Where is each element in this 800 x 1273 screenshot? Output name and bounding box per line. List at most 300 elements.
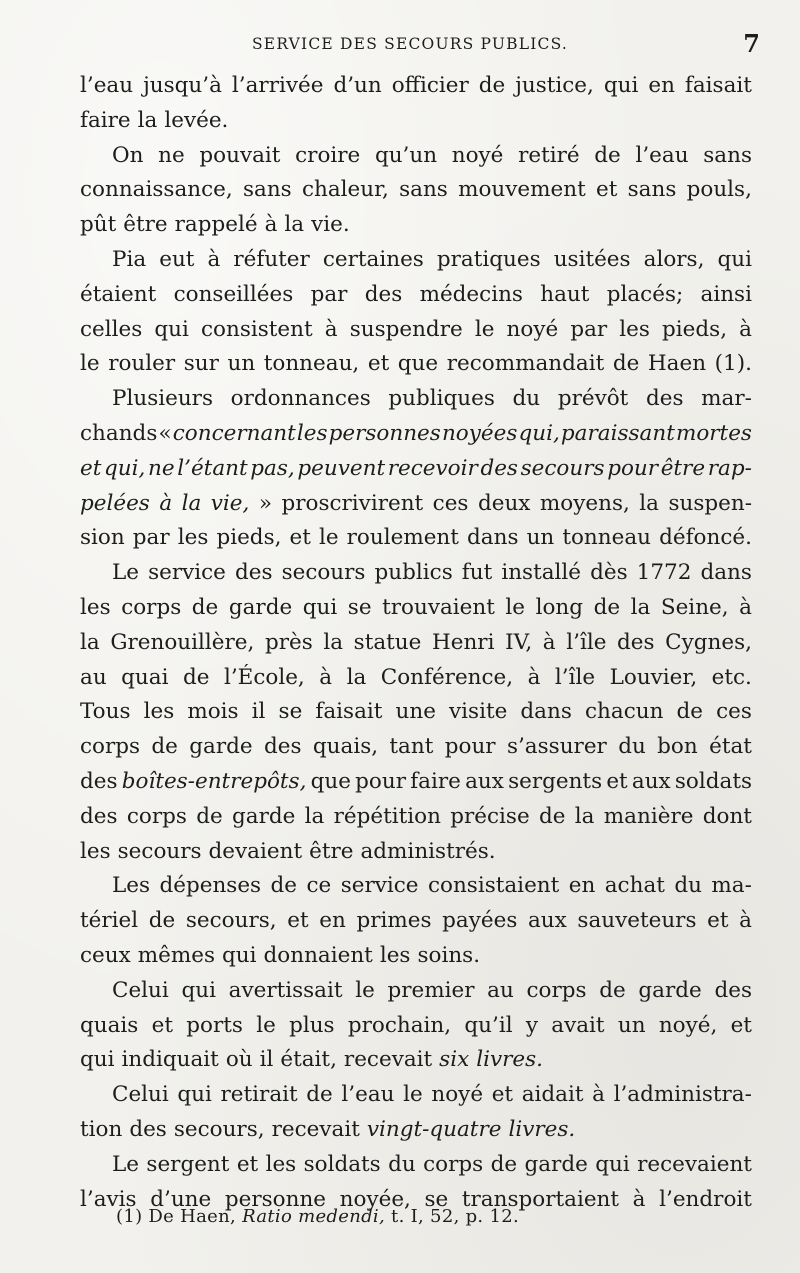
word: tion — [80, 1116, 123, 1142]
word: à — [739, 908, 752, 934]
word: corps — [121, 594, 182, 620]
word: le — [505, 594, 526, 620]
text-line — [80, 730, 752, 765]
word: concernant — [172, 420, 296, 446]
text-line — [80, 695, 752, 730]
word: long — [535, 594, 584, 620]
word: prochain, — [347, 1012, 452, 1038]
text-line — [80, 104, 752, 139]
word: Les — [112, 873, 151, 899]
word: pas, — [250, 455, 295, 481]
word: sergent — [146, 1151, 230, 1177]
footnote-marker: (1) De Haen, — [116, 1206, 237, 1227]
text-line — [80, 1009, 752, 1044]
word: les — [177, 525, 209, 551]
word: être — [123, 212, 168, 238]
word: indiquait — [121, 1047, 219, 1073]
word: un — [227, 351, 256, 377]
word: l’étant — [177, 455, 248, 481]
word: retiré — [518, 142, 580, 168]
word: rap- — [707, 455, 752, 481]
word: publiques — [388, 386, 495, 412]
word: ainsi — [700, 281, 752, 307]
word: la — [304, 803, 325, 829]
word: la — [630, 594, 651, 620]
word: à — [632, 1186, 646, 1212]
word: des — [480, 455, 518, 481]
word: mêmes — [137, 942, 216, 968]
word: consistent — [201, 316, 313, 342]
word: garde — [524, 1151, 588, 1177]
word: noyée, — [339, 1186, 411, 1212]
word: les — [143, 699, 175, 725]
word: Le — [112, 1151, 140, 1177]
word: défoncé. — [659, 525, 752, 551]
word: à — [527, 664, 541, 690]
word: roulement — [346, 525, 459, 551]
word: bon — [657, 734, 698, 760]
word: corps — [423, 1151, 484, 1177]
word: des — [80, 803, 118, 829]
word: faisait — [684, 73, 752, 98]
word: de — [594, 142, 621, 168]
word: mar- — [701, 386, 752, 412]
text-line — [80, 208, 752, 243]
word: garde — [228, 594, 293, 620]
word: conseillées — [173, 281, 294, 307]
word: le — [80, 351, 100, 377]
word: etc. — [711, 664, 752, 690]
word: et — [287, 908, 309, 934]
word: suspendre — [349, 316, 463, 342]
word: livres. — [476, 1047, 543, 1073]
word: pieds, — [216, 525, 282, 551]
word: d’un — [333, 73, 382, 98]
word: noyé — [451, 142, 504, 168]
word: garde — [231, 803, 296, 829]
word: l’île — [566, 629, 607, 655]
word: secours, — [173, 1116, 265, 1142]
word: devaient — [208, 838, 303, 864]
word: secours — [520, 455, 605, 481]
word: Haen — [647, 351, 707, 377]
text-line — [80, 591, 752, 626]
word: placés; — [606, 281, 684, 307]
word: se — [347, 594, 372, 620]
word: à — [319, 664, 333, 690]
text-line — [80, 173, 752, 208]
text-line — [80, 382, 752, 417]
word: par — [310, 281, 348, 307]
word: avertissait — [228, 977, 343, 1003]
word: qui — [177, 1082, 212, 1108]
text-line — [80, 139, 752, 174]
text-line — [80, 939, 752, 974]
word: la — [574, 803, 595, 829]
word: deux — [477, 490, 531, 516]
word: pratiques — [436, 246, 541, 272]
word: IV, — [505, 629, 533, 655]
footnote — [116, 1206, 519, 1227]
text-line — [80, 1043, 752, 1078]
word: du — [674, 873, 702, 899]
word: chacun — [584, 699, 664, 725]
word: les — [619, 316, 650, 342]
footnote-reference: t. I, 52, p. 12. — [391, 1206, 520, 1227]
word: ceux — [80, 942, 131, 968]
word: publics — [374, 560, 453, 586]
text-line — [80, 835, 752, 870]
word: ces — [432, 490, 469, 516]
word: était, — [280, 1047, 337, 1073]
word: dont — [702, 803, 752, 829]
word: près — [264, 629, 313, 655]
word: suspen- — [668, 490, 752, 516]
word: achat — [604, 873, 665, 899]
word: faisait — [315, 699, 383, 725]
text-line — [80, 904, 752, 939]
word: sauveteurs — [577, 908, 697, 934]
word: des — [364, 281, 403, 307]
word: et — [730, 1012, 752, 1038]
word: au — [80, 664, 107, 690]
word: noyées — [441, 420, 518, 446]
word: avait — [551, 1012, 605, 1038]
word: la — [346, 664, 367, 690]
word: à — [592, 1082, 605, 1108]
word: vie. — [311, 212, 350, 238]
word: pour — [607, 455, 659, 481]
text-line — [80, 417, 752, 452]
word: sans — [703, 142, 752, 168]
word: du — [512, 386, 541, 412]
word: de — [191, 594, 219, 620]
word: recevait — [271, 1116, 360, 1142]
word: des — [80, 768, 118, 794]
word: livres. — [508, 1116, 576, 1142]
word: la — [80, 629, 100, 655]
text-line — [80, 869, 752, 904]
word: service — [340, 873, 419, 899]
word: dépenses — [159, 873, 262, 899]
text-line — [80, 521, 752, 556]
word: retirait — [220, 1082, 298, 1108]
word: tonneau — [562, 525, 652, 551]
word: dans — [520, 699, 572, 725]
word: aux — [465, 768, 504, 794]
word: croire — [295, 142, 361, 168]
text-line — [80, 243, 752, 278]
word: qui, — [518, 420, 560, 446]
word: où — [225, 1047, 253, 1073]
text-line — [80, 487, 752, 522]
word: dans — [700, 560, 752, 586]
word: de — [599, 977, 626, 1003]
text-line — [80, 452, 752, 487]
word: dès — [590, 560, 628, 586]
text-line — [80, 661, 752, 696]
word: manière — [603, 803, 694, 829]
word: moyens, — [539, 490, 630, 516]
word: sans — [242, 177, 292, 203]
word: le — [318, 525, 339, 551]
word: personnes — [328, 420, 441, 446]
word: Celui — [112, 1082, 169, 1108]
word: qui, — [104, 455, 146, 481]
word: mortes — [675, 420, 752, 446]
word: que — [397, 351, 439, 377]
word: consistaient — [427, 873, 560, 899]
word: le — [403, 1082, 423, 1108]
word: qu’il — [464, 1012, 513, 1038]
word: connaissance, — [80, 177, 233, 203]
word: haut — [540, 281, 590, 307]
word: ce — [306, 873, 332, 899]
word: l’eau — [635, 142, 689, 168]
word: les — [80, 594, 111, 620]
word: alors, — [643, 246, 705, 272]
text-line — [80, 556, 752, 591]
word: le — [355, 977, 375, 1003]
word: vingt-quatre — [366, 1116, 502, 1142]
word: quais — [80, 1012, 139, 1038]
word: On — [112, 142, 144, 168]
word: administrés. — [360, 838, 496, 864]
word: Plusieurs — [112, 386, 213, 412]
word: les — [265, 1151, 297, 1177]
word: « — [158, 420, 172, 446]
word: la — [137, 107, 158, 133]
word: par — [570, 316, 608, 342]
text-line — [80, 800, 752, 835]
word: l’arrivée — [231, 73, 324, 98]
running-title: SERVICE DES SECOURS PUBLICS. — [251, 35, 568, 53]
word: de — [478, 73, 506, 98]
word: il — [251, 699, 266, 725]
word: rappelé — [174, 212, 258, 238]
word: certaines — [322, 246, 424, 272]
word: aidait — [521, 1082, 584, 1108]
word: en — [568, 873, 596, 899]
word: service — [148, 560, 226, 586]
word: aux — [631, 768, 671, 794]
word: se — [278, 699, 303, 725]
word: étaient — [80, 281, 157, 307]
word: sans — [399, 177, 448, 203]
word: faire — [80, 107, 131, 133]
word: Seine, — [660, 594, 729, 620]
word: statue — [353, 629, 422, 655]
word: des — [234, 560, 273, 586]
word: et — [491, 1082, 514, 1108]
word: de — [270, 873, 298, 899]
word: l’École, — [223, 664, 305, 690]
word: recevait — [343, 1047, 433, 1073]
word: de — [196, 803, 223, 829]
word: en — [319, 908, 346, 934]
word: état — [709, 734, 752, 760]
word: Louvier, — [609, 664, 698, 690]
word: recevoir — [387, 455, 478, 481]
word: noyé, — [658, 1012, 718, 1038]
word: l’eau — [341, 1082, 395, 1108]
word: de — [490, 1151, 518, 1177]
word: à — [739, 316, 752, 342]
text-line — [80, 1078, 752, 1113]
word: noyé — [431, 1082, 484, 1108]
word: des — [645, 386, 684, 412]
word: de — [306, 1082, 333, 1108]
word: celles — [80, 316, 143, 342]
word: de — [182, 664, 210, 690]
word: proscrivirent — [281, 490, 424, 516]
word: ne — [148, 455, 175, 481]
word: eut — [159, 246, 195, 272]
word: soldats — [674, 768, 752, 794]
word: de — [612, 351, 640, 377]
word: et — [606, 768, 628, 794]
word: être — [660, 455, 706, 481]
word: et — [80, 455, 102, 481]
word: l’île — [554, 664, 596, 690]
word: à — [207, 246, 221, 272]
word: à — [324, 316, 338, 342]
word: à — [739, 594, 752, 620]
word: » — [258, 490, 272, 516]
word: réfuter — [233, 246, 310, 272]
word: payées — [442, 908, 518, 934]
text-line — [80, 313, 752, 348]
word: qui — [603, 73, 639, 98]
word: pelées — [80, 490, 150, 516]
word: de — [151, 734, 178, 760]
word: la — [284, 212, 305, 238]
word: (1). — [714, 351, 752, 377]
word: secours — [281, 560, 366, 586]
word: tonneau, — [263, 351, 360, 377]
word: il — [259, 1047, 274, 1073]
word: de — [539, 803, 566, 829]
word: premier — [387, 977, 475, 1003]
word: garde — [189, 734, 253, 760]
word: des — [617, 629, 655, 655]
word: et — [236, 1151, 259, 1177]
word: ces — [716, 699, 752, 725]
word: d’une — [150, 1186, 212, 1212]
word: fut — [461, 560, 493, 586]
word: tant — [389, 734, 434, 760]
word: 1772 — [636, 560, 692, 586]
text-line — [80, 1148, 752, 1183]
word: corps — [80, 734, 141, 760]
word: jusqu’à — [143, 73, 222, 98]
word: paraissant — [560, 420, 675, 446]
word: à — [542, 629, 556, 655]
word: chands — [80, 420, 158, 446]
word: en — [648, 73, 675, 98]
word: le — [256, 1012, 276, 1038]
word: les — [379, 942, 411, 968]
word: qui — [80, 1047, 115, 1073]
text-line — [80, 974, 752, 1009]
word: tériel — [80, 908, 139, 934]
word: justice, — [515, 73, 594, 98]
word: ordonnances — [230, 386, 371, 412]
word: soins. — [417, 942, 481, 968]
word: Grenouillère, — [110, 629, 255, 655]
word: recommandait — [446, 351, 605, 377]
body-text — [80, 69, 752, 1217]
word: installé — [501, 560, 582, 586]
word: donnaient — [263, 942, 373, 968]
word: sion — [80, 525, 125, 551]
word: officier — [391, 73, 469, 98]
word: rouler — [108, 351, 176, 377]
word: et — [707, 908, 729, 934]
word: Pia — [112, 246, 147, 272]
word: un — [617, 1012, 646, 1038]
word: pouvait — [199, 142, 281, 168]
word: chaleur, — [301, 177, 389, 203]
word: et — [367, 351, 390, 377]
word: peuvent — [297, 455, 386, 481]
word: garde — [638, 977, 702, 1003]
word: qui — [181, 977, 216, 1003]
running-header — [80, 29, 760, 59]
word: secours, — [185, 908, 277, 934]
word: sergents — [508, 768, 603, 794]
word: quais, — [312, 734, 379, 760]
word: Henri — [431, 629, 495, 655]
word: au — [487, 977, 514, 1003]
word: de — [148, 908, 176, 934]
word: aux — [527, 908, 567, 934]
word: mouvement — [458, 177, 586, 203]
text-line — [80, 69, 752, 104]
word: personne — [224, 1186, 327, 1212]
word: la — [323, 629, 344, 655]
word: qui — [717, 246, 752, 272]
word: qui — [154, 316, 189, 342]
word: corps — [526, 977, 587, 1003]
word: l’endroit — [659, 1186, 752, 1212]
word: qui — [595, 1151, 630, 1177]
word: la — [639, 490, 659, 516]
word: les — [296, 420, 328, 446]
word: de — [593, 594, 621, 620]
word: par — [132, 525, 170, 551]
word: des — [129, 1116, 167, 1142]
word: soldats — [303, 1151, 381, 1177]
word: médecins — [419, 281, 523, 307]
word: précise — [450, 803, 530, 829]
word: l’avis — [80, 1186, 137, 1212]
text-line — [80, 278, 752, 313]
word: des — [714, 977, 752, 1003]
word: Le — [112, 560, 140, 586]
word: un — [526, 525, 555, 551]
word: sans — [627, 177, 677, 203]
word: du — [618, 734, 646, 760]
word: quai — [121, 664, 169, 690]
word: six — [439, 1047, 470, 1073]
word: faire — [410, 768, 461, 794]
word: des — [264, 734, 302, 760]
word: ports — [186, 1012, 243, 1038]
word: ma- — [711, 873, 752, 899]
word: corps — [126, 803, 187, 829]
word: transportaient — [461, 1186, 620, 1212]
